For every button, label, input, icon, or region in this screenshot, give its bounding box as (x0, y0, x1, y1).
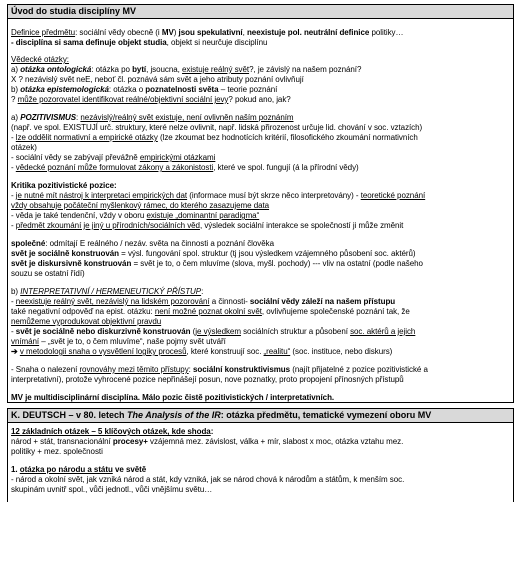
text-line (11, 38, 267, 48)
text-segment: : (188, 365, 194, 374)
text-segment: je nutné mít nástroj k interpretaci empirických dat (15, 191, 188, 200)
text-segment: - (11, 163, 16, 172)
text-segment: a) (11, 113, 21, 122)
text-segment: neexistuje reálný svět, nezávislý na lidském pozorování (15, 297, 210, 306)
text-line (11, 163, 359, 173)
text-segment: existuje „dominantní paradigma“ (146, 211, 260, 220)
text-segment: je výsledkem (195, 327, 241, 336)
text-line (11, 475, 404, 485)
text-segment: rovnováhy mezi těmito přístupy (79, 365, 189, 374)
text-segment: - (11, 327, 16, 336)
text-segment: 1. (11, 465, 20, 474)
text-segment: nemůžeme vyprodukovat objektivní pravdu (11, 317, 162, 326)
text-segment: : (76, 113, 81, 122)
text-segment: interpretativní), protože vyhrocené pozice nepřinášejí posun, nove poznatky, proto propojení přínosných přístupů (11, 375, 404, 384)
text-segment: ? (11, 95, 18, 104)
text-segment: , jsoucna, (146, 65, 183, 74)
text-segment: MV (161, 28, 174, 37)
section-header-deutsch-b: The Analysis of the IR (127, 410, 221, 420)
text-segment: lze oddělit normativní a empirické otázky (15, 133, 158, 142)
text-segment: a) (11, 65, 21, 74)
text-segment: sociální konstruktivismus (193, 365, 291, 374)
text-line (11, 181, 117, 191)
text-segment: POZITIVISMUS (20, 113, 77, 122)
text-segment: není možné poznat okolní svět (154, 307, 262, 316)
text-line (11, 239, 274, 249)
text-segment: společné (11, 239, 46, 248)
text-line (11, 123, 422, 133)
text-line (11, 249, 416, 259)
text-segment: Definice předmětu (11, 28, 76, 37)
text-line (11, 287, 203, 297)
text-segment: : odmítají E reálného / nezáv. světa na činnosti a poznání člověka (45, 239, 274, 248)
text-segment: existuje reálný svět (182, 65, 250, 74)
text-line (11, 327, 415, 337)
text-segment: soc. aktérů a jejich (350, 327, 416, 336)
text-segment: také negativní odpověď na epist. otázku: (11, 307, 155, 316)
text-segment: - národ a okolní svět, jak vzniká národ a stát, kdy vzniká, jak se národ chová k národům a státům, k menším soc. (11, 475, 405, 484)
text-line (11, 191, 425, 201)
text-segment: : (210, 427, 214, 436)
text-segment: ➔ (11, 347, 18, 356)
text-segment: - sociální vědy se zabývají převážně (11, 153, 140, 162)
text-segment: empirickými otázkami (139, 153, 216, 162)
text-segment: sociálních struktur a působení (240, 327, 351, 336)
text-segment: politiky… (369, 28, 404, 37)
text-segment: , které ve spol. fungují (á la přírodní vědy) (213, 163, 359, 172)
text-segment: : sociální vědy obecně (i (75, 28, 162, 37)
text-line (11, 113, 294, 123)
text-segment: X ? nezávislý svět neE, neboť čl. poznává sám svět a jeho atributy poznání ovlivňují (11, 75, 304, 84)
text-segment: Kritika pozitivistické pozice: (11, 181, 117, 190)
text-segment: jsou spekulativní (178, 28, 243, 37)
text-segment: vždy obsahuje počáteční myšlenkový rámec, do kterého zasazujeme data (11, 201, 270, 210)
text-segment: ve světě (112, 465, 147, 474)
text-segment: otázka ontologická (20, 65, 92, 74)
text-line (11, 269, 85, 279)
section-header-deutsch-c: : otázka předmětu, tematické vymezení oboru MV (220, 410, 432, 420)
text-line (11, 317, 161, 327)
text-segment: nezávislý/reálný svět existuje, není ovlivněn naším poznáním (80, 113, 294, 122)
text-line (11, 437, 403, 447)
text-segment: skupinám uvnitř spol., vůči jednotl., vůči vnějšímu světu… (11, 485, 213, 494)
text-segment: vědecké poznání může formulovat zákony a zákonistosti (15, 163, 214, 172)
text-segment: , (242, 28, 247, 37)
text-segment: – teorie poznání (218, 85, 278, 94)
text-segment: může pozorovatel identifikovat reálné/objektivní sociální jevy (17, 95, 229, 104)
text-segment: (najít přijatelné z pozice pozitivistické a (290, 365, 428, 374)
text-segment: b) (11, 287, 21, 296)
text-segment: politiky + mez. společnosti (11, 447, 103, 456)
text-segment: ) (173, 28, 179, 37)
text-segment: otázka epistemologická (20, 85, 109, 94)
text-segment: procesy+ (112, 437, 148, 446)
text-segment: bytí (132, 65, 147, 74)
text-segment: neexistuje pol. neutrální definice (246, 28, 370, 37)
text-segment: : (201, 287, 204, 296)
text-segment: b) (11, 85, 21, 94)
text-segment: a činnosti- (209, 297, 250, 306)
text-line (11, 133, 418, 143)
text-segment: – „svět je to, o čem mluvíme“, naše pojmy svět utváří (39, 337, 226, 346)
text-segment: poznatelnosti světa (145, 85, 219, 94)
text-segment: (soc. instituce, nebo diskurs) (290, 347, 393, 356)
text-segment: MV je multidisciplinární disciplína. Málo pozic čistě pozitivistických / interpretativních. (11, 393, 335, 402)
text-segment: (např. ve spol. EXISTUJÍ urč. struktury, které nelze ovlivnit, např. lidská přirozenost určuje lid. chování v soc. vztazích) (11, 123, 423, 132)
section-header-deutsch (7, 408, 514, 423)
text-line (11, 297, 395, 307)
text-segment: svět je sociálně nebo diskurzivně konstruován (15, 327, 191, 336)
text-segment: předmět zkoumání je jiný u přírodních/sociálních věd (15, 221, 200, 230)
text-line (11, 95, 291, 105)
text-line (11, 365, 428, 375)
text-line (11, 465, 146, 475)
section-header-deutsch-a: K. DEUTSCH – v 80. letech (11, 410, 128, 420)
text-line (11, 75, 304, 85)
text-line (11, 55, 69, 65)
text-line (11, 485, 212, 495)
text-segment: - disciplína si sama definuje objekt studia (11, 38, 167, 47)
text-segment: ? pokud ano, jak? (228, 95, 291, 104)
text-segment: - (11, 191, 16, 200)
text-segment: otázek) (11, 143, 37, 152)
text-line (11, 447, 103, 457)
text-segment: ( (190, 327, 196, 336)
text-segment: Vědecké otázky: (11, 55, 69, 64)
text-line (11, 221, 403, 231)
text-segment: národ + stát, transnacionální (11, 437, 113, 446)
text-segment: otázka po národu a státu (19, 465, 113, 474)
text-segment: = výsl. fungování spol. struktur (tj jsou výsledkem vzájemného působení soc. aktérů) (118, 249, 416, 258)
text-segment: teoretické poznání (360, 191, 426, 200)
text-segment: 12 základních otázek – 5 klíčových otázek, kde shoda (11, 427, 211, 436)
text-segment: sociální vědy záleží na našem přístupu (249, 297, 396, 306)
text-line (11, 307, 410, 317)
text-segment: = svět je to, o čem mluvíme (slova, myšl. pochody) --- vliv na ostatní (podle našeho (131, 259, 423, 268)
text-segment: - věda je také tendenční, vždy v oboru (11, 211, 147, 220)
text-line (11, 28, 403, 38)
section-header-intro (7, 4, 514, 19)
text-segment: , objekt si neurčuje disciplínu (166, 38, 268, 47)
text-segment: - Snaha o nalezení (11, 365, 80, 374)
text-segment: vnímání (11, 337, 40, 346)
text-segment: (informace musí být skrze něco interpretovány) - (187, 191, 361, 200)
text-segment: INTERPRETATIVNÍ / HERMENEUTICKÝ PŘÍSTUP (20, 287, 202, 296)
text-segment: ?, je závislý na našem poznání? (249, 65, 362, 74)
text-line (11, 375, 404, 385)
text-line (11, 85, 277, 95)
text-segment: - (11, 297, 16, 306)
text-line (11, 143, 37, 153)
text-line (11, 427, 213, 437)
text-line (11, 393, 334, 403)
text-segment: souzu se ostatní řídí) (11, 269, 85, 278)
text-segment: : otázka o (108, 85, 146, 94)
text-segment: , které konstruují soc. (186, 347, 264, 356)
text-segment: - (11, 133, 16, 142)
text-segment: svět je sociálně konstruován (11, 249, 119, 258)
text-segment: vzájemná mez. závislost, válka + mír, slabost x moc, otázka vztahu mez. (147, 437, 404, 446)
text-segment: , ovlivňujeme společenské poznání tak, že (261, 307, 410, 316)
text-segment: svět je diskursivně konstruován (11, 259, 132, 268)
section-header-intro-text: Úvod do studia disciplíny MV (11, 6, 137, 16)
text-line (11, 211, 259, 221)
text-line (11, 153, 215, 163)
text-segment: „realitu“ (263, 347, 291, 356)
text-segment: v metodologii snaha o vysvětlení logiky procesů (19, 347, 187, 356)
text-segment: (lze zkoumat bez hodnotících kritérií, filosofického zkoumání normativních (157, 133, 418, 142)
text-segment: - (11, 221, 16, 230)
text-line (11, 65, 361, 75)
text-line (11, 259, 423, 269)
text-segment: , výsledek sociální interakce se společností ji může změnit (199, 221, 404, 230)
text-segment: : otázka po (91, 65, 133, 74)
text-line (11, 347, 392, 357)
text-line (11, 201, 269, 211)
text-line (11, 337, 226, 347)
